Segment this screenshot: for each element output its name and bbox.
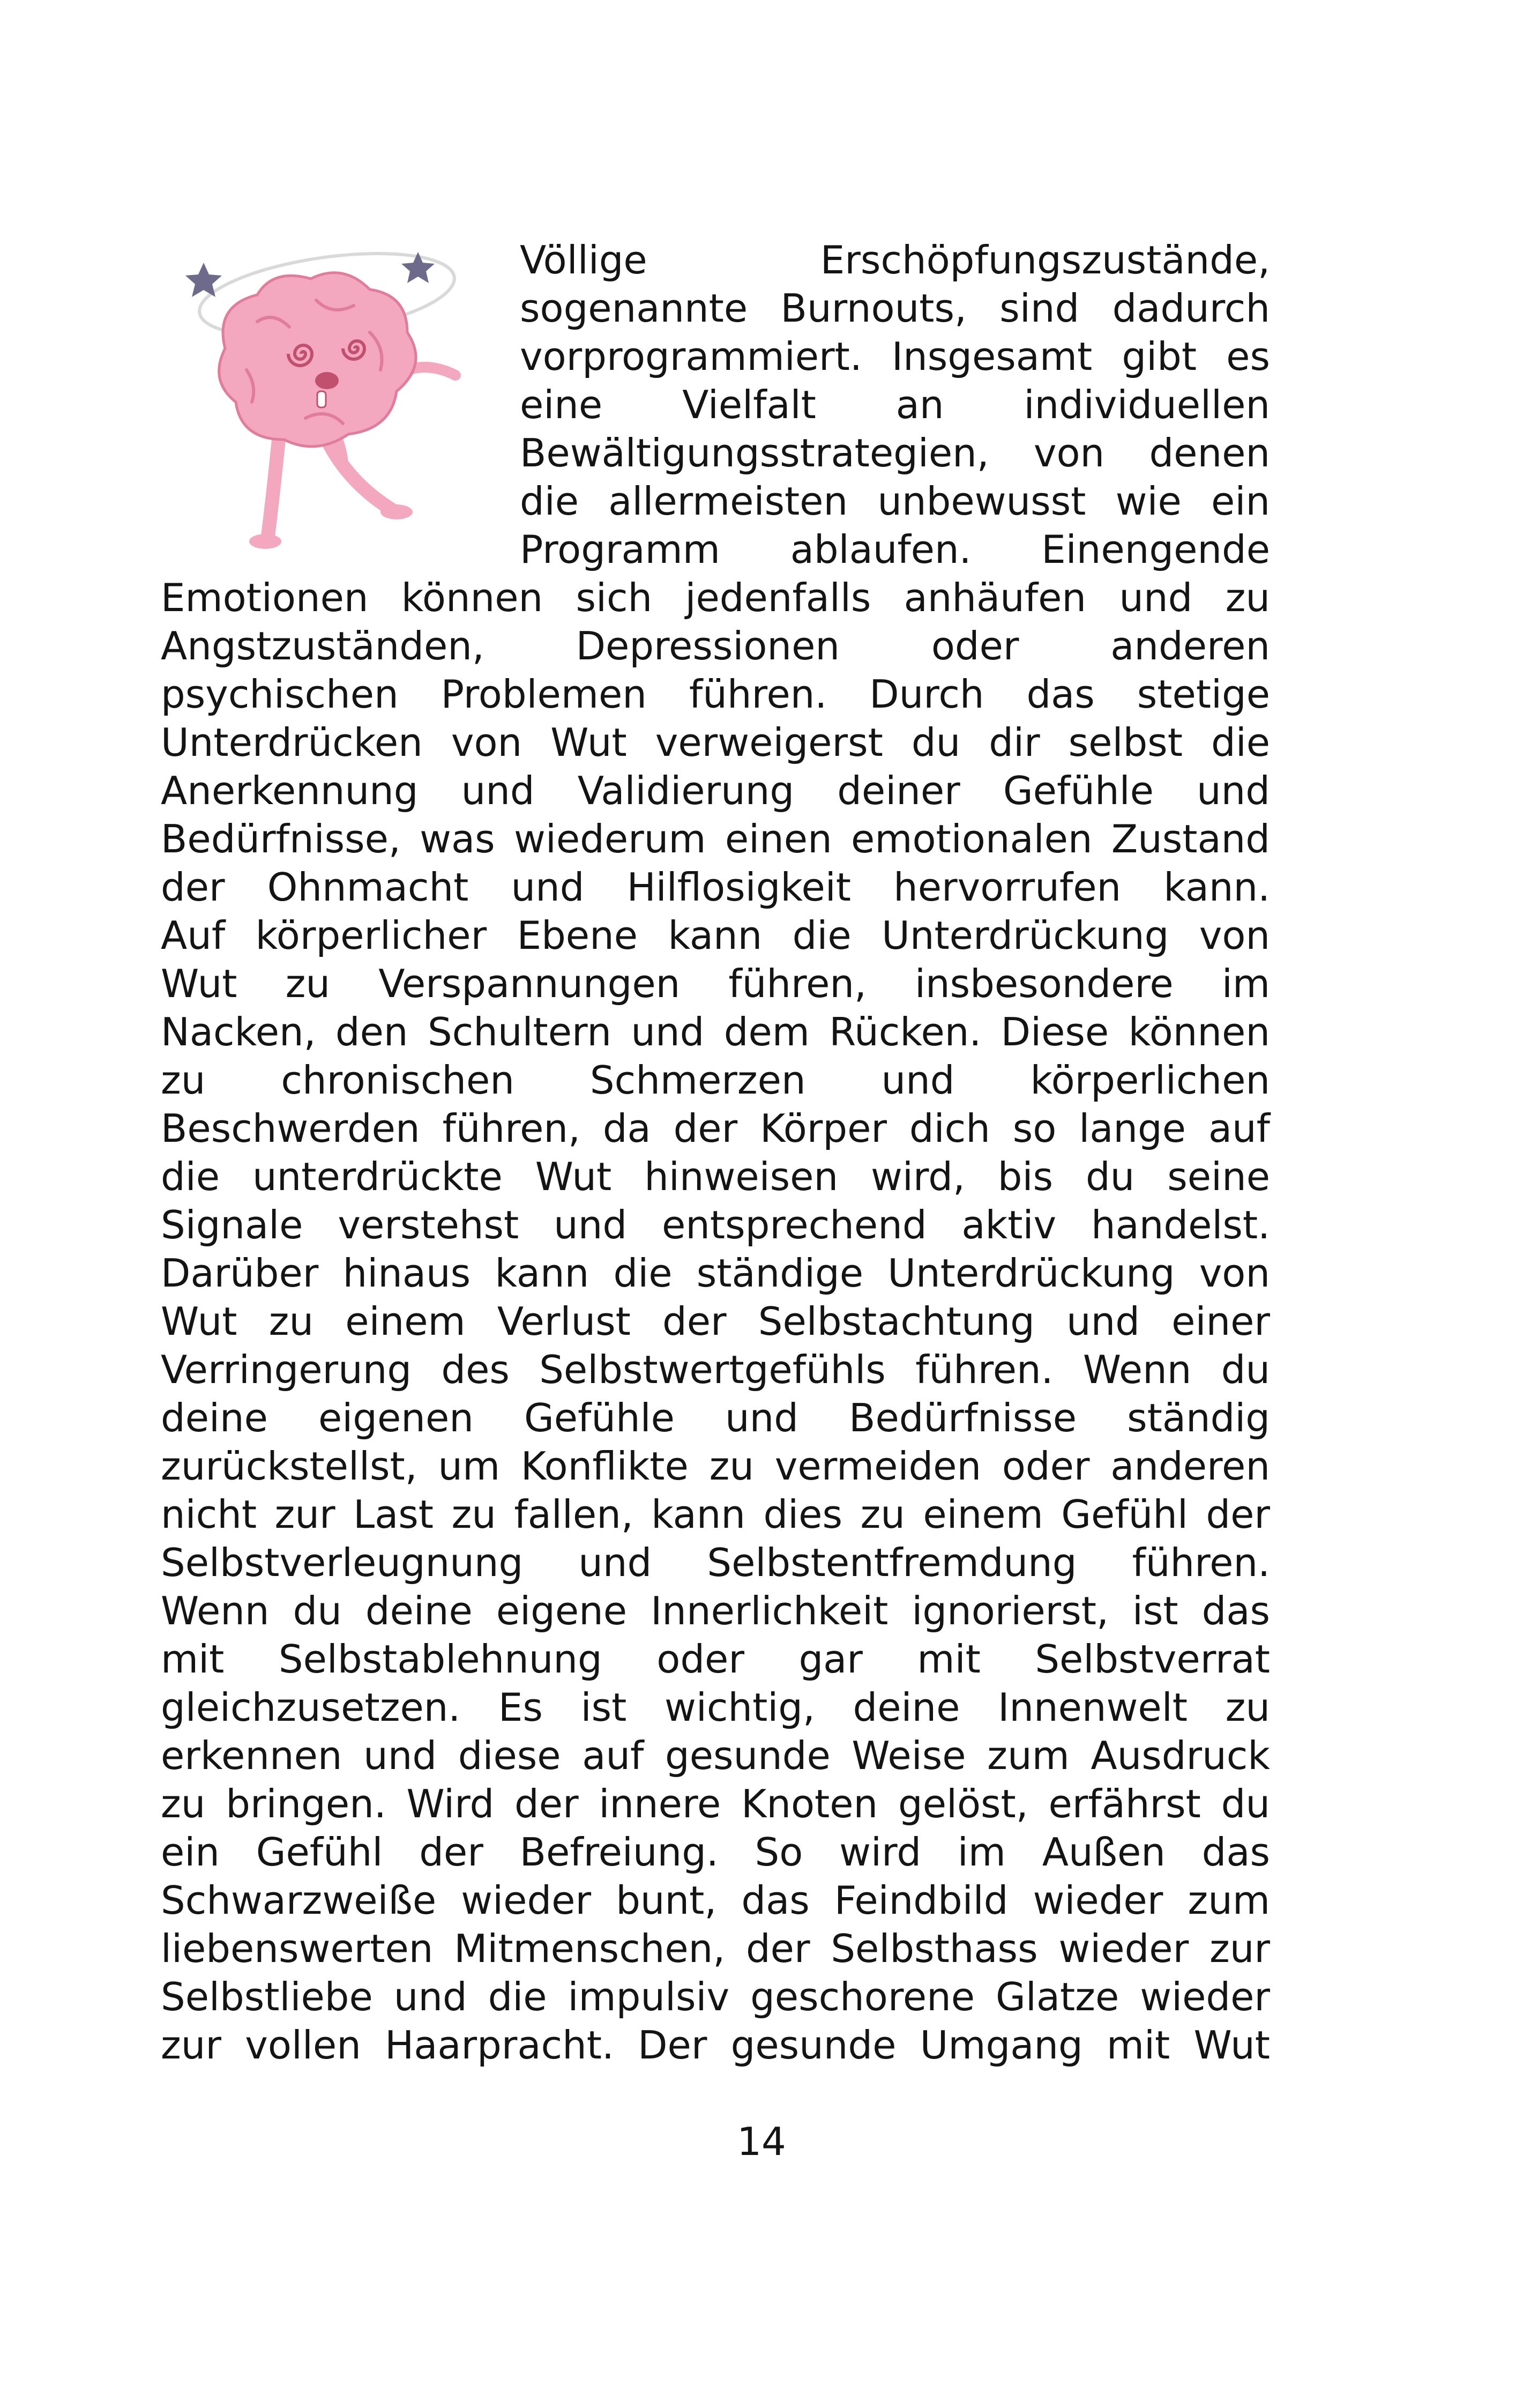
text-line: liebenswerten Mitmenschen, der Selbsthass wieder zur: [161, 1926, 1270, 1971]
text-line: erkennen und diese auf gesunde Weise zum Ausdruck: [161, 1733, 1270, 1778]
text-line: zu chronischen Schmerzen und körperlichen: [161, 1058, 1270, 1103]
text-line: Schwarzweiße wieder bunt, das Feindbild wieder zum: [161, 1878, 1270, 1923]
text-line: der Ohnmacht und Hilflosigkeit hervorrufen kann.: [161, 865, 1270, 910]
text-line: Darüber hinaus kann die ständige Unterdrückung von: [161, 1251, 1270, 1296]
text-line: Selbstliebe und die impulsiv geschorene Glatze wieder: [161, 1974, 1270, 2019]
text-line: Wenn du deine eigene Innerlichkeit ignorierst, ist das: [161, 1588, 1270, 1633]
text-line: Unterdrücken von Wut verweigerst du dir selbst die: [161, 720, 1270, 765]
text-line: die unterdrückte Wut hinweisen wird, bis du seine: [161, 1154, 1270, 1199]
text-line: mit Selbstablehnung oder gar mit Selbstverrat: [161, 1637, 1270, 1682]
text-line: Auf körperlicher Ebene kann die Unterdrückung von: [161, 913, 1270, 958]
text-line: gleichzusetzen. Es ist wichtig, deine Innenwelt zu: [161, 1685, 1270, 1730]
text-line: die allermeisten unbewusst wie ein: [520, 479, 1270, 524]
text-line: Nacken, den Schultern und dem Rücken. Diese können: [161, 1009, 1270, 1054]
text-line: Wut zu Verspannungen führen, insbesondere im: [161, 961, 1270, 1006]
text-line: zu bringen. Wird der innere Knoten gelöst, erfährst du: [161, 1781, 1270, 1826]
text-line: zur vollen Haarpracht. Der gesunde Umgang mit Wut: [161, 2023, 1270, 2068]
text-line: psychischen Problemen führen. Durch das stetige: [161, 672, 1270, 717]
text-line: Völlige Erschöpfungszustände,: [520, 237, 1270, 283]
text-line: nicht zur Last zu fallen, kann dies zu einem Gefühl der: [161, 1492, 1270, 1537]
text-line: Beschwerden führen, da der Körper dich so lange auf: [161, 1106, 1270, 1151]
text-line: Bedürfnisse, was wiederum einen emotionalen Zustand: [161, 816, 1270, 861]
text-line: eine Vielfalt an individuellen: [520, 382, 1270, 427]
text-line: Verringerung des Selbstwertgefühls führen. Wenn du: [161, 1347, 1270, 1392]
text-line: ein Gefühl der Befreiung. So wird im Außen das: [161, 1830, 1270, 1875]
text-line: zurückstellst, um Konflikte zu vermeiden oder anderen: [161, 1444, 1270, 1489]
text-line: Anerkennung und Validierung deiner Gefühle und: [161, 768, 1270, 813]
text-line: Selbstverleugnung und Selbstentfremdung führen.: [161, 1540, 1270, 1585]
text-line: Signale verstehst und entsprechend aktiv handelst.: [161, 1202, 1270, 1247]
text-line: Angstzuständen, Depressionen oder anderen: [161, 623, 1270, 668]
text-line: Bewältigungsstrategien, von denen: [520, 430, 1270, 475]
text-line: Programm ablaufen. Einengende: [520, 527, 1270, 572]
text-line: Wut zu einem Verlust der Selbstachtung und einer: [161, 1299, 1270, 1344]
text-line: deine eigenen Gefühle und Bedürfnisse ständig: [161, 1395, 1270, 1440]
dizzy-brain-icon: [166, 214, 488, 558]
page-number: 14: [737, 2119, 786, 2164]
text-line: vorprogrammiert. Insgesamt gibt es: [520, 334, 1270, 379]
text-line: Emotionen können sich jedenfalls anhäufen und zu: [161, 575, 1270, 620]
text-line: sogenannte Burnouts, sind dadurch: [520, 286, 1270, 331]
